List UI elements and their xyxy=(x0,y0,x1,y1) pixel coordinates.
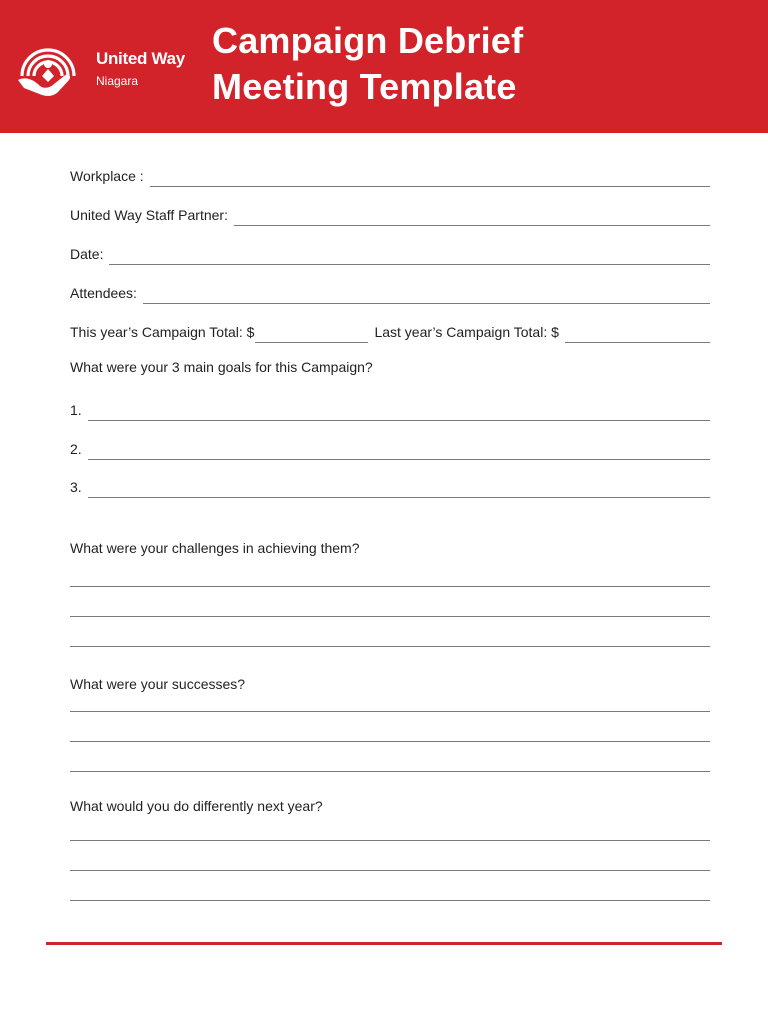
staff-partner-label: United Way Staff Partner: xyxy=(70,207,228,223)
successes-answer-line[interactable] xyxy=(70,771,710,772)
united-way-logo xyxy=(16,36,186,98)
this-year-total-label: This year’s Campaign Total: $ xyxy=(70,324,255,340)
goal-number: 1. xyxy=(70,402,82,418)
this-year-total-field[interactable] xyxy=(255,342,368,343)
goal-item xyxy=(70,475,710,495)
differently-answer-line[interactable] xyxy=(70,870,710,871)
challenges-answer-line[interactable] xyxy=(70,616,710,617)
workplace-field[interactable] xyxy=(150,186,710,187)
challenges-question: What were your challenges in achieving them? xyxy=(70,540,360,556)
logo-region-name: Niagara xyxy=(96,74,139,88)
united-way-hand-rainbow-icon xyxy=(16,36,80,98)
challenges-answer-line[interactable] xyxy=(70,646,710,647)
page-title xyxy=(212,18,523,110)
staff-partner-row xyxy=(70,203,710,223)
successes-answer-line[interactable] xyxy=(70,711,710,712)
campaign-totals-row xyxy=(70,320,710,340)
attendees-label: Attendees: xyxy=(70,285,137,301)
differently-question: What would you do differently next year? xyxy=(70,798,323,814)
attendees-field[interactable] xyxy=(143,303,710,304)
header-banner xyxy=(0,0,768,133)
goal-number: 3. xyxy=(70,479,82,495)
goal-item xyxy=(70,437,710,457)
goals-question: What were your 3 main goals for this Campaign? xyxy=(70,359,373,375)
goal-number: 2. xyxy=(70,441,82,457)
goal-field[interactable] xyxy=(88,420,710,421)
date-field[interactable] xyxy=(109,264,710,265)
goal-field[interactable] xyxy=(88,459,710,460)
goal-field[interactable] xyxy=(88,497,710,498)
staff-partner-field[interactable] xyxy=(234,225,710,226)
footer-divider xyxy=(46,942,722,945)
last-year-total-label: Last year’s Campaign Total: $ xyxy=(374,324,559,340)
challenges-answer-line[interactable] xyxy=(70,586,710,587)
goal-item xyxy=(70,398,710,418)
last-year-total-field[interactable] xyxy=(565,342,710,343)
workplace-row xyxy=(70,164,710,184)
date-label: Date: xyxy=(70,246,104,262)
date-row xyxy=(70,242,710,262)
workplace-label: Workplace : xyxy=(70,168,144,184)
differently-answer-line[interactable] xyxy=(70,900,710,901)
title-line-2: Meeting Template xyxy=(212,66,517,107)
successes-answer-line[interactable] xyxy=(70,741,710,742)
differently-answer-line[interactable] xyxy=(70,840,710,841)
attendees-row xyxy=(70,281,710,301)
logo-organization-name: United Way xyxy=(96,49,185,68)
title-line-1: Campaign Debrief xyxy=(212,20,524,61)
successes-question: What were your successes? xyxy=(70,676,246,692)
